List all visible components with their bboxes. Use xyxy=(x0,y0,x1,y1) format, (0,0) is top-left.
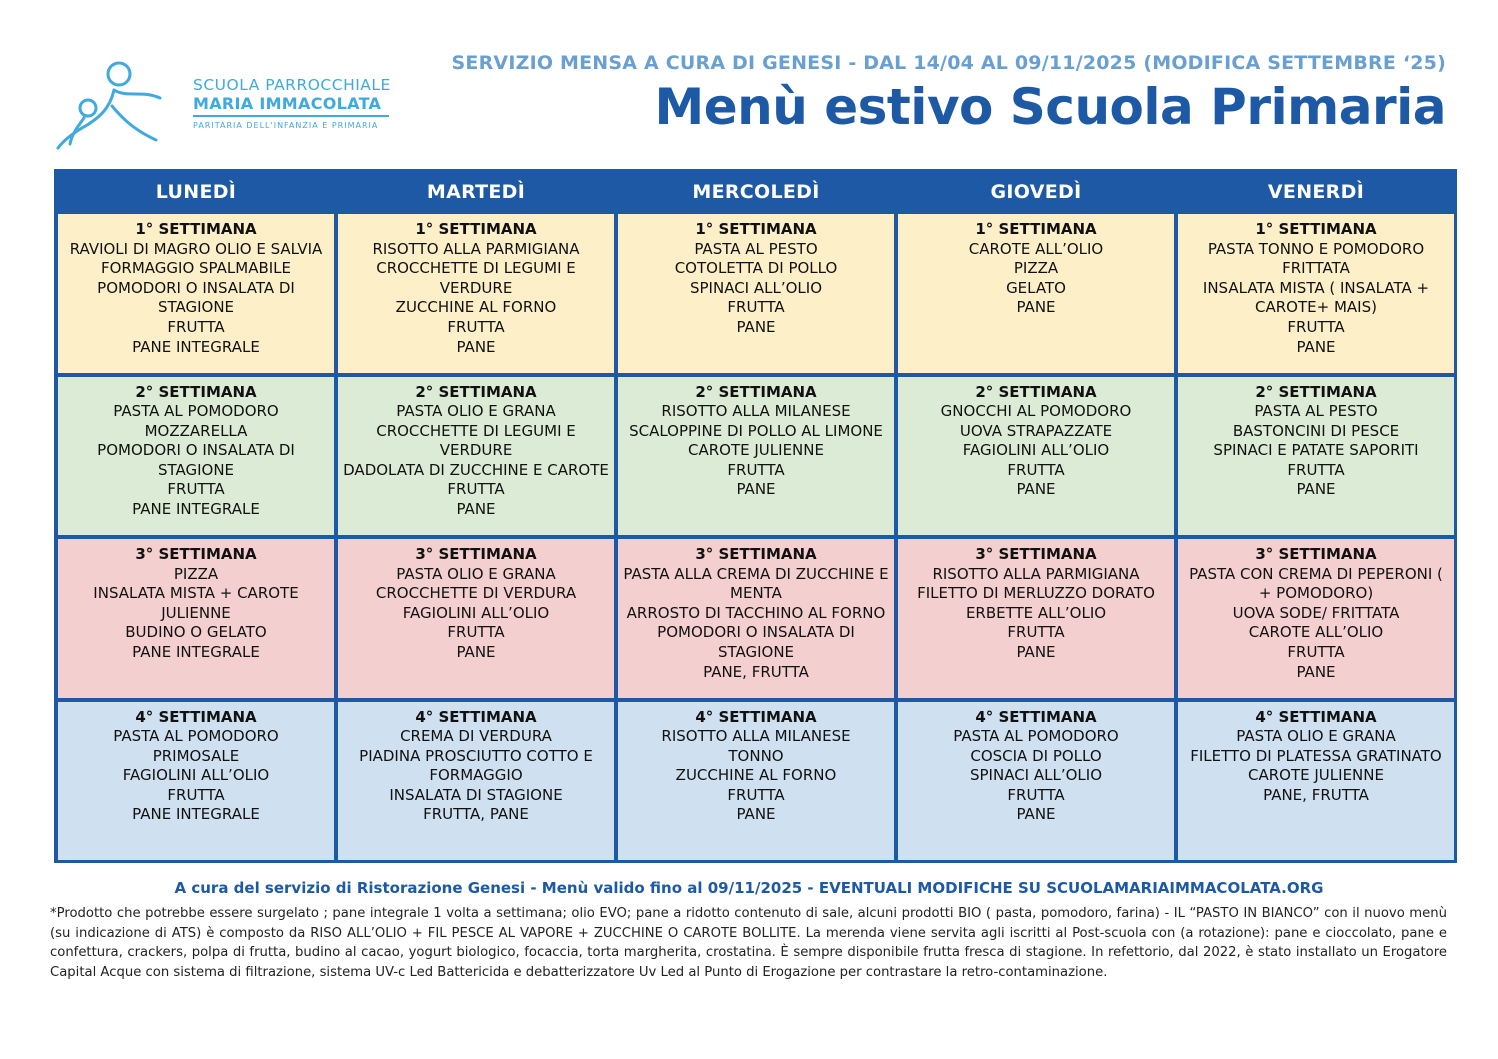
menu-cell-week1-friday xyxy=(1178,214,1454,373)
week-label: 4° SETTIMANA xyxy=(1255,707,1377,726)
menu-item: CAROTE ALL’OLIO xyxy=(968,239,1104,258)
menu-item: PANE xyxy=(1016,480,1056,499)
day-header-friday: VENERDÌ xyxy=(1267,180,1365,203)
menu-item: GNOCCHI AL POMODORO xyxy=(940,402,1132,421)
menu-cell-week3-wednesday xyxy=(618,539,894,698)
menu-item: BASTONCINI DI PESCE xyxy=(1232,421,1400,440)
menu-item: FRUTTA xyxy=(1007,623,1065,642)
menu-item: PANE, FRUTTA xyxy=(1263,785,1369,804)
menu-item: PANE xyxy=(1296,480,1336,499)
menu-item: PASTA ALLA CREMA DI ZUCCHINE E MENTA xyxy=(623,564,889,603)
week-label: 3° SETTIMANA xyxy=(1255,545,1377,563)
page-subtitle: SERVIZIO MENSA A CURA DI GENESI - DAL 14/04 AL 09/11/2025 (MODIFICA SETTEMBRE ‘25) xyxy=(451,52,1446,74)
menu-item: FRUTTA xyxy=(167,785,225,804)
menu-item: FRITTATA xyxy=(1282,259,1350,278)
school-logo xyxy=(52,58,412,154)
menu-item: PIZZA xyxy=(1013,259,1059,278)
menu-item: PASTA TONNO E POMODORO xyxy=(1207,239,1425,258)
menu-cell-week3-friday xyxy=(1178,539,1454,698)
week-label: 2° SETTIMANA xyxy=(135,382,257,401)
week-label: 1° SETTIMANA xyxy=(1255,220,1377,238)
menu-item: CAROTE JULIENNE xyxy=(1248,766,1384,785)
menu-item: ERBETTE ALL’OLIO xyxy=(965,603,1107,622)
menu-cell-week4-monday xyxy=(58,702,334,861)
menu-cell-week4-tuesday xyxy=(338,702,614,861)
menu-item: PANE, FRUTTA xyxy=(703,662,809,681)
menu-item: CROCCHETTE DI LEGUMI E VERDURE xyxy=(376,259,576,297)
school-name-line1: SCUOLA PARROCCHIALE xyxy=(193,76,391,94)
menu-item: UOVA SODE/ FRITTATA xyxy=(1232,603,1400,622)
menu-item: SCALOPPINE DI POLLO AL LIMONE xyxy=(629,421,883,440)
week-label: 1° SETTIMANA xyxy=(415,220,537,238)
week-label: 3° SETTIMANA xyxy=(975,545,1097,563)
menu-item: PASTA OLIO E GRANA xyxy=(396,564,556,583)
menu-item: PANE xyxy=(736,805,776,824)
menu-item: FORMAGGIO SPALMABILE xyxy=(100,259,292,278)
menu-item: FRUTTA xyxy=(727,298,785,317)
menu-cell-week3-thursday xyxy=(898,539,1174,698)
menu-item: FRUTTA xyxy=(447,480,505,499)
menu-item: RISOTTO ALLA MILANESE xyxy=(661,727,851,746)
logo-divider xyxy=(193,115,389,117)
menu-item: SPINACI ALL’OLIO xyxy=(689,278,822,297)
menu-item: PASTA CON CREMA DI PEPERONI ( + POMODORO) xyxy=(1189,564,1443,603)
menu-item: TONNO xyxy=(728,746,784,765)
menu-cell-week3-monday xyxy=(58,539,334,698)
week-label: 3° SETTIMANA xyxy=(695,545,817,563)
menu-item: PRIMOSALE xyxy=(152,746,240,765)
menu-cell-week2-tuesday xyxy=(338,377,614,536)
menu-item: PASTA AL POMODORO xyxy=(953,727,1119,746)
menu-cell-week2-monday xyxy=(58,377,334,536)
day-header-wednesday: MERCOLEDÌ xyxy=(692,180,820,203)
menu-item: PANE xyxy=(1016,805,1056,824)
menu-item: MOZZARELLA xyxy=(144,421,248,440)
menu-item: POMODORI O INSALATA DI STAGIONE xyxy=(97,441,295,479)
menu-item: PASTA AL PESTO xyxy=(1254,402,1378,421)
menu-cell-week1-thursday xyxy=(898,214,1174,373)
week-label: 2° SETTIMANA xyxy=(415,382,537,401)
menu-table xyxy=(54,169,1457,863)
day-header-monday: LUNEDÌ xyxy=(155,180,237,203)
menu-cell-week4-wednesday xyxy=(618,702,894,861)
page-title: Menù estivo Scuola Primaria xyxy=(654,78,1446,136)
week-label: 4° SETTIMANA xyxy=(695,707,817,726)
menu-item: FRUTTA xyxy=(167,480,225,499)
day-header-tuesday: MARTEDÌ xyxy=(426,180,526,203)
menu-item: PANE INTEGRALE xyxy=(132,642,260,661)
menu-item: UOVA STRAPAZZATE xyxy=(959,421,1113,440)
menu-item: COSCIA DI POLLO xyxy=(970,746,1102,765)
runner-figures-icon xyxy=(52,58,182,154)
week-label: 2° SETTIMANA xyxy=(975,382,1097,401)
menu-item: PANE xyxy=(456,337,496,356)
menu-item: FRUTTA xyxy=(167,317,225,336)
menu-cell-week2-wednesday xyxy=(618,377,894,536)
week-label: 4° SETTIMANA xyxy=(975,707,1097,726)
school-name-line3: PARITARIA DELL'INFANZIA E PRIMARIA xyxy=(193,121,379,130)
menu-item: FRUTTA, PANE xyxy=(423,805,529,824)
menu-cell-week1-wednesday xyxy=(618,214,894,373)
menu-item: PANE xyxy=(1296,662,1336,681)
week-label: 3° SETTIMANA xyxy=(415,545,537,563)
day-header-thursday: GIOVEDÌ xyxy=(990,180,1082,203)
week-label: 4° SETTIMANA xyxy=(415,707,537,726)
menu-item: PANE xyxy=(1016,642,1056,661)
week-label: 2° SETTIMANA xyxy=(695,382,817,401)
menu-item: PANE INTEGRALE xyxy=(132,337,260,356)
school-name-line2: MARIA IMMACOLATA xyxy=(193,94,382,113)
week-label: 1° SETTIMANA xyxy=(975,220,1097,238)
menu-item: RISOTTO ALLA MILANESE xyxy=(661,402,851,421)
menu-item: FRUTTA xyxy=(1007,460,1065,479)
menu-item: GELATO xyxy=(1006,278,1066,297)
menu-item: PASTA AL PESTO xyxy=(694,239,818,258)
menu-item: FAGIOLINI ALL’OLIO xyxy=(122,766,270,785)
menu-item: FRUTTA xyxy=(1287,317,1345,336)
footer-headline: A cura del servizio di Ristorazione Genesi - Menù valido fino al 09/11/2025 - EVENTUALI MODIFICHE SU SCUOLAMARIAIMMACOLATA.ORG xyxy=(174,879,1324,897)
menu-item: PASTA AL POMODORO xyxy=(113,727,279,746)
menu-item: FRUTTA xyxy=(1287,460,1345,479)
menu-item: PANE xyxy=(456,500,496,519)
menu-item: PASTA OLIO E GRANA xyxy=(1236,727,1396,746)
menu-item: PANE xyxy=(736,480,776,499)
menu-item: FAGIOLINI ALL’OLIO xyxy=(962,441,1110,460)
menu-item: PANE INTEGRALE xyxy=(132,500,260,519)
menu-cell-week3-tuesday xyxy=(338,539,614,698)
menu-item: FRUTTA xyxy=(1007,785,1065,804)
menu-item: FRUTTA xyxy=(727,460,785,479)
menu-item: INSALATA MISTA + CAROTE JULIENNE xyxy=(93,584,299,622)
menu-item: PIZZA xyxy=(173,564,219,583)
menu-item: PANE xyxy=(456,642,496,661)
menu-item: PANE xyxy=(1016,298,1056,317)
menu-cell-week2-friday xyxy=(1178,377,1454,536)
menu-cell-week4-friday xyxy=(1178,702,1454,861)
menu-item: ARROSTO DI TACCHINO AL FORNO xyxy=(626,603,886,622)
menu-item: PANE xyxy=(736,317,776,336)
menu-item: FRUTTA xyxy=(447,623,505,642)
menu-item: POMODORI O INSALATA DI STAGIONE xyxy=(97,278,295,317)
week-label: 1° SETTIMANA xyxy=(695,220,817,238)
menu-item: FILETTO DI PLATESSA GRATINATO xyxy=(1190,746,1442,765)
menu-cell-week2-thursday xyxy=(898,377,1174,536)
menu-item: ZUCCHINE AL FORNO xyxy=(675,766,837,785)
menu-item: PANE xyxy=(1296,337,1336,356)
menu-item: CAROTE ALL’OLIO xyxy=(1248,623,1384,642)
menu-cell-week1-monday xyxy=(58,214,334,373)
menu-item: PANE INTEGRALE xyxy=(132,805,260,824)
menu-item: BUDINO O GELATO xyxy=(125,623,267,642)
menu-item: PIADINA PROSCIUTTO COTTO E FORMAGGIO xyxy=(359,746,593,785)
menu-item: FILETTO DI MERLUZZO DORATO xyxy=(917,584,1155,603)
menu-item: CAROTE JULIENNE xyxy=(688,441,824,460)
menu-cell-week1-tuesday xyxy=(338,214,614,373)
menu-item: FRUTTA xyxy=(1287,642,1345,661)
menu-item: COTOLETTA DI POLLO xyxy=(674,259,838,278)
week-label: 4° SETTIMANA xyxy=(135,707,257,726)
menu-item: CREMA DI VERDURA xyxy=(400,727,552,746)
week-label: 2° SETTIMANA xyxy=(1255,382,1377,401)
menu-item: RISOTTO ALLA PARMIGIANA xyxy=(372,239,580,258)
menu-item: INSALATA DI STAGIONE xyxy=(389,785,563,804)
menu-item: DADOLATA DI ZUCCHINE E CAROTE xyxy=(343,460,609,479)
menu-item: FAGIOLINI ALL’OLIO xyxy=(402,603,550,622)
week-label: 1° SETTIMANA xyxy=(135,220,257,238)
menu-item: INSALATA MISTA ( INSALATA + CAROTE+ MAIS) xyxy=(1202,278,1430,317)
footer-note: *Prodotto che potrebbe essere surgelato ; pane integrale 1 volta a settimana; olio EVO; pane a ridotto contenuto di sale, alcuni prodotti BIO ( pasta, pomodoro, farina) - IL “PASTO IN BIANCO” con il nuovo menù (su indicazione di ATS) è composto da RISO ALL’OLIO + FIL PESCE AL VAPORE + ZUCCHINE O CAROTE BOLLITE. La merenda viene servita agli iscritti al Post-scuola con (a rotazione): pane e cioccolato, pane e confettura, crackers, polpa di frutta, budino al cacao, yogurt biologico, focaccia, torta margherita, crostatina. È sempre disponibile frutta fresca di stagione. In refettorio, dal 2022, è stato installato un Erogatore Capital Acque con sistema di filtrazione, sistema UV-c Led Battericida e debatterizzatore Uv Led al Punto di Erogazione per contrastare la retro-contaminazione. xyxy=(50,906,1447,980)
menu-item: SPINACI E PATATE SAPORITI xyxy=(1213,441,1419,460)
menu-item: PASTA OLIO E GRANA xyxy=(396,402,556,421)
week-label: 3° SETTIMANA xyxy=(135,545,257,563)
menu-item: FRUTTA xyxy=(727,785,785,804)
menu-item: ZUCCHINE AL FORNO xyxy=(395,298,557,317)
menu-item: RAVIOLI DI MAGRO OLIO E SALVIA xyxy=(69,239,323,258)
menu-cell-week4-thursday xyxy=(898,702,1174,861)
menu-item: PASTA AL POMODORO xyxy=(113,402,279,421)
menu-item: POMODORI O INSALATA DI STAGIONE xyxy=(657,623,855,661)
menu-item: CROCCHETTE DI LEGUMI E VERDURE xyxy=(376,421,576,460)
menu-item: RISOTTO ALLA PARMIGIANA xyxy=(932,564,1140,583)
menu-item: CROCCHETTE DI VERDURA xyxy=(375,584,577,603)
menu-item: SPINACI ALL’OLIO xyxy=(969,766,1102,785)
menu-item: FRUTTA xyxy=(447,317,505,336)
